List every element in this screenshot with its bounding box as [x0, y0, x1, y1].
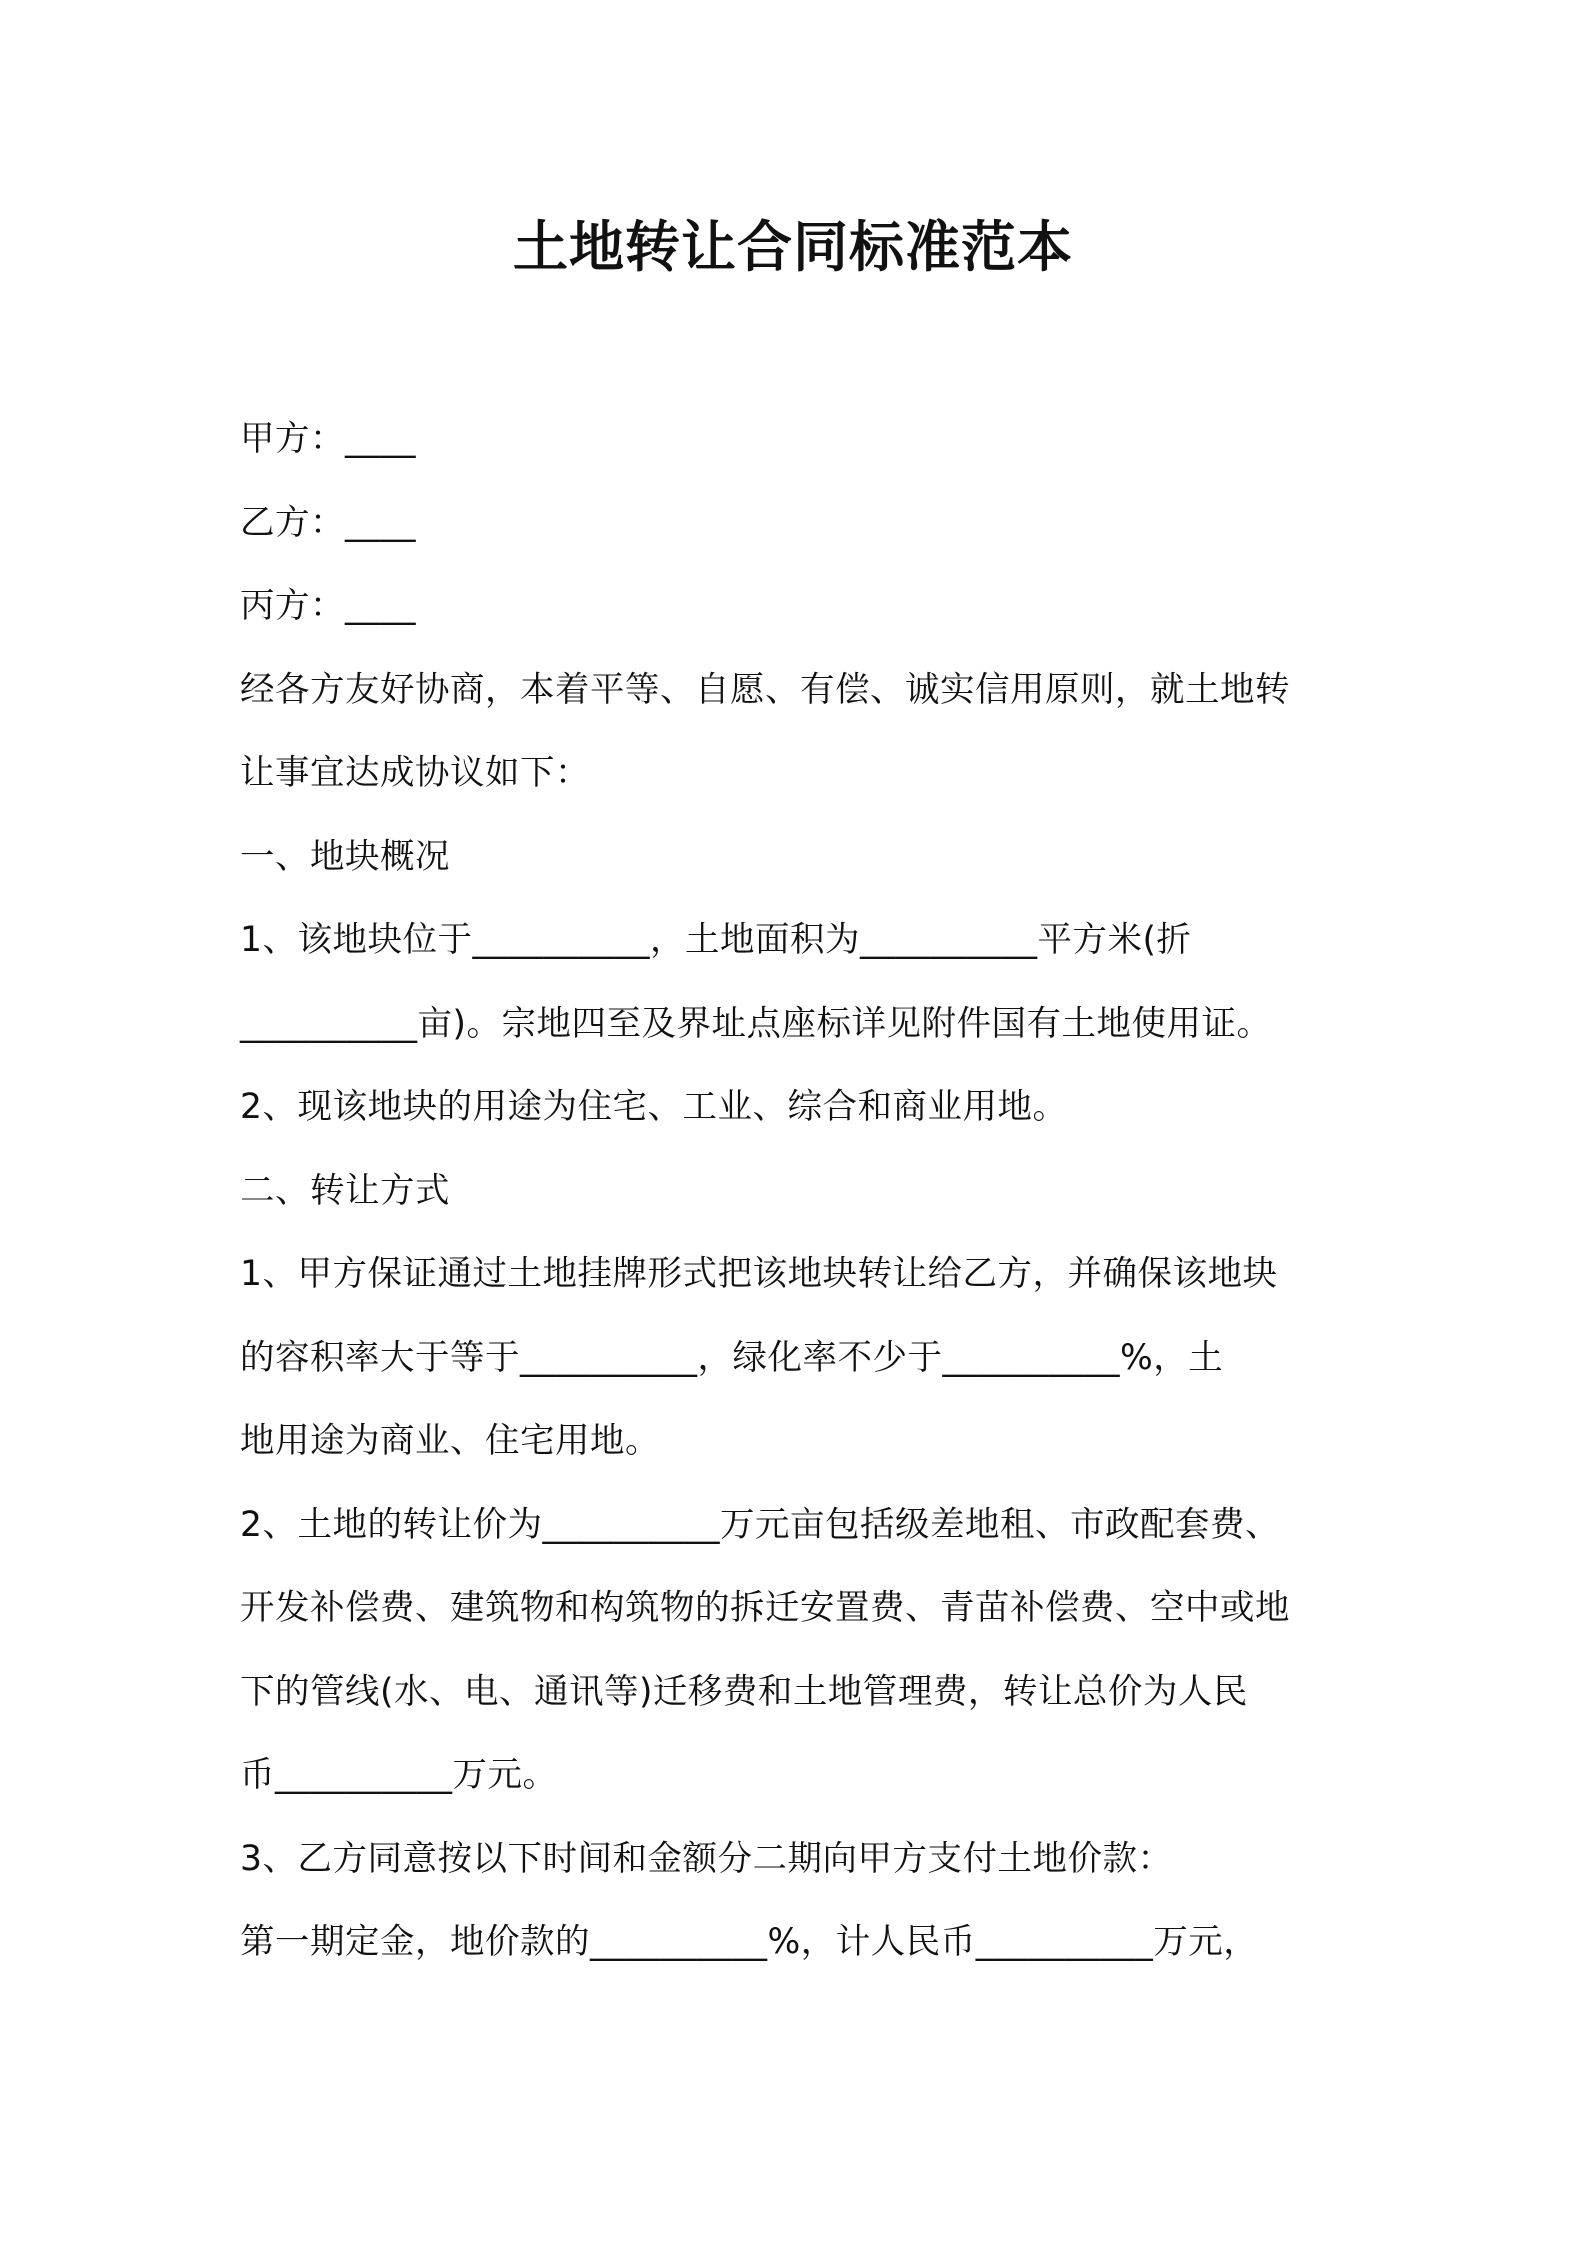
- preamble-line: 让事宜达成协议如下：: [240, 753, 590, 793]
- clause-line: 2、土地的转让价为__________万元亩包括级差地租、市政配套费、: [240, 1504, 1280, 1545]
- section-heading: 一、地块概况: [240, 836, 450, 877]
- clause-line: 下的管线(水、电、通讯等)迁移费和土地管理费，转让总价为人民: [240, 1671, 1248, 1712]
- preamble-line: 经各方友好协商，本着平等、自愿、有偿、诚实信用原则，就土地转: [240, 669, 1290, 710]
- document-title: 土地转让合同标准范本: [512, 215, 1073, 279]
- clause-line: 1、甲方保证通过土地挂牌形式把该地块转让给乙方，并确保该地块: [240, 1254, 1278, 1294]
- clause-line: 地用途为商业、住宅用地。: [240, 1421, 660, 1461]
- clause-line: 1、该地块位于__________，土地面积为__________平方米(折: [240, 920, 1192, 960]
- section-heading: 二、转让方式: [240, 1170, 450, 1211]
- clause-line: __________亩)。宗地四至及界址点座标详见附件国有土地使用证。: [240, 1003, 1272, 1044]
- document-body: [240, 398, 1360, 1985]
- party-b-line: 乙方：____: [240, 502, 416, 543]
- clause-line: 开发补偿费、建筑物和构筑物的拆迁安置费、青苗补偿费、空中或地: [240, 1588, 1290, 1628]
- clause-line: 3、乙方同意按以下时间和金额分二期向甲方支付土地价款：: [240, 1838, 1173, 1879]
- clause-line: 币__________万元。: [240, 1755, 558, 1795]
- clause-line: 第一期定金，地价款的__________%，计人民币__________万元，: [240, 1922, 1259, 1962]
- party-a-line: 甲方：____: [240, 419, 416, 459]
- clause-line: 2、现该地块的用途为住宅、工业、综合和商业用地。: [240, 1087, 1068, 1127]
- clause-line: 的容积率大于等于__________，绿化率不少于__________%，土: [240, 1337, 1224, 1378]
- party-c-line: 丙方：____: [240, 586, 416, 626]
